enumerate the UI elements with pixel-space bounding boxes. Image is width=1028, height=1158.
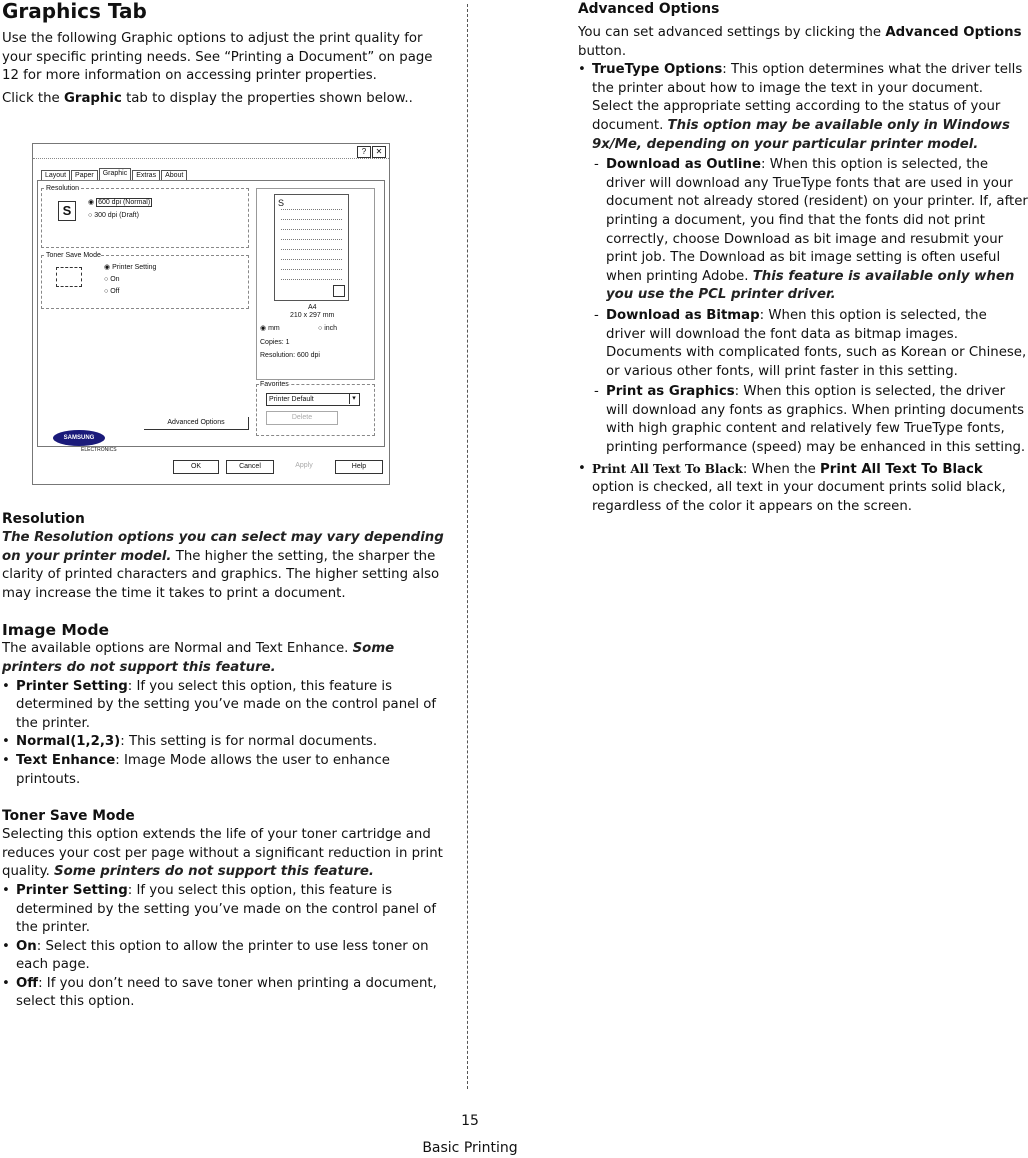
resolution-info: Resolution: 600 dpi <box>260 352 320 359</box>
image-mode-paragraph: The available options are Normal and Text Enhance. Some printers do not support this feature. <box>2 641 395 675</box>
toner-save-list <box>2 882 452 1012</box>
page-title: Graphics Tab <box>2 0 147 23</box>
radio-unit-mm[interactable]: ◉ mm <box>260 325 280 332</box>
preview-letter: S <box>278 198 285 208</box>
list-item: • On: Select this option to allow the printer to use less toner on each page. <box>2 938 452 975</box>
list-item: • Printer Setting: If you select this option, this feature is determined by the setting you’ve made on the control panel of the printer. <box>2 882 452 938</box>
paper-size: A4 <box>308 304 317 311</box>
list-item: - Download as Bitmap: When this option is selected, the driver will download the font data as bitmap images. Documents with complicated fonts, such as Korean or Chinese, or various other fonts, will print faster in this setting. <box>578 307 1028 381</box>
list-item: • TrueType Options: This option determines what the driver tells the printer about how to image the text in your document. Select the appropriate setting according to the status of your document. This option may be available only in Windows 9x/Me, depending on your particular printer model. - Download as Outline: When this option is selected, the driver will download any TrueType fonts that are used in your document not already stored (resident) on your printer. If, after printing a document, you find that the fonts did not print correctly, choose Download as bit image and resubmit your print job. The Download as bit image setting is often useful when printing Adobe. This feature is available only when you use the PCL printer driver. - Download as Bitmap: When this option is selected, the driver will download the font data as bitmap images. Documents with complicated fonts, such as Korean or Chinese, or various other fonts, will print faster in this setting. - Print as Graphics: When this option is selected, the driver will download any fonts as graphics. When printing documents with high graphic content and relatively few TrueType fonts, printing performance (speed) may be enhanced in this setting. <box>578 61 1028 457</box>
help-icon[interactable]: ? <box>357 146 371 158</box>
apply-button[interactable]: Apply <box>295 462 313 469</box>
printer-properties-dialog <box>32 143 390 485</box>
list-item: - Download as Outline: When this option is selected, the driver will download any TrueType fonts that are used in your document not already stored (resident) on your printer. If, after printing a document, you find that the fonts did not print correctly, choose Download as bit image and resubmit your print job. The Download as bit image setting is often useful when printing Adobe. This feature is available only when you use the PCL printer driver. <box>578 156 1028 305</box>
page-number: 15 <box>461 1113 479 1129</box>
samsung-sub: ELECTRONICS <box>81 447 117 453</box>
radio-toner-off[interactable]: ○ Off <box>104 288 120 295</box>
tab-layout[interactable]: Layout <box>41 170 70 181</box>
close-icon[interactable]: ✕ <box>372 146 386 158</box>
advanced-options-button[interactable]: Advanced Options <box>144 417 249 430</box>
column-divider <box>467 4 468 1089</box>
help-button[interactable]: Help <box>335 460 383 474</box>
ok-button[interactable]: OK <box>173 460 219 474</box>
paper-dimensions: 210 x 297 mm <box>290 312 335 319</box>
dialog-titlebar <box>33 144 389 159</box>
printer-preview-icon <box>333 285 345 297</box>
delete-button[interactable]: Delete <box>266 411 338 425</box>
truetype-sublist <box>578 156 1028 458</box>
resolution-paragraph: The Resolution options you can select may vary depending on your printer model. The higher the setting, the sharper the clarity of printed characters and graphics. The higher setting also may increase the time it takes to print a document. <box>2 530 444 601</box>
image-mode-list <box>2 678 452 790</box>
cancel-button[interactable]: Cancel <box>226 460 274 474</box>
list-item: • Off: If you don’t need to save toner when printing a document, select this option. <box>2 975 452 1012</box>
advanced-list <box>578 61 1028 516</box>
copies-info: Copies: 1 <box>260 339 290 346</box>
toner-save-heading: Toner Save Mode <box>2 808 135 825</box>
chevron-down-icon: ▾ <box>349 394 358 404</box>
list-item: - Print as Graphics: When this option is selected, the driver will download any fonts as graphics. When printing documents with high graphic content and relatively few TrueType fonts, printing performance (speed) may be enhanced in this setting. <box>578 383 1028 457</box>
list-item: • Printer Setting: If you select this option, this feature is determined by the setting you’ve made on the control panel of the printer. <box>2 678 452 734</box>
footer-section: Basic Printing <box>422 1140 518 1156</box>
radio-toner-printer-setting[interactable]: ◉ Printer Setting <box>104 264 157 271</box>
right-column <box>578 0 1028 516</box>
radio-toner-on[interactable]: ○ On <box>104 276 120 283</box>
resolution-heading: Resolution <box>2 511 85 527</box>
list-item: • Text Enhance: Image Mode allows the user to enhance printouts. <box>2 752 452 789</box>
toner-cartridge-icon <box>56 267 82 287</box>
image-mode-heading: Image Mode <box>2 621 110 640</box>
intro-graphic-tab: Click the Graphic tab to display the properties shown below.. <box>2 90 413 106</box>
favorites-group <box>256 384 375 436</box>
samsung-logo: SAMSUNG <box>53 430 105 446</box>
advanced-intro: You can set advanced settings by clicking the Advanced Options button. <box>578 25 1022 59</box>
graphic-panel <box>37 180 385 447</box>
advanced-options-heading: Advanced Options <box>578 1 720 17</box>
tab-about[interactable]: About <box>161 170 187 181</box>
tab-graphic[interactable]: Graphic <box>99 168 132 181</box>
toner-group-label: Toner Save Mode <box>46 252 101 259</box>
list-item: • Normal(1,2,3): This setting is for normal documents. <box>2 733 452 752</box>
radio-unit-inch[interactable]: ○ inch <box>318 325 338 332</box>
tab-paper[interactable]: Paper <box>71 170 98 181</box>
favorites-label: Favorites <box>260 381 289 388</box>
page-preview <box>274 194 349 301</box>
left-column <box>2 0 452 108</box>
toner-save-paragraph: Selecting this option extends the life of your toner cartridge and reduces your cost per page without a significant reduction in print quality. Some printers do not support this feature. <box>2 827 443 880</box>
list-item: • Print All Text To Black: When the Print All Text To Black option is checked, all text in your document prints solid black, regardless of the color it appears on the screen. <box>578 460 1028 517</box>
left-column-lower <box>2 510 452 1012</box>
favorites-select[interactable]: Printer Default ▾ <box>266 393 360 406</box>
tab-extras[interactable]: Extras <box>132 170 160 181</box>
resolution-group-label: Resolution <box>46 185 80 192</box>
intro-paragraph: Use the following Graphic options to adjust the print quality for your specific printing needs. See “Printing a Document” on page 12 for more information on accessing printer properties. <box>2 31 433 84</box>
radio-600-dpi[interactable]: ◉ 600 dpi (Normal) <box>88 199 151 206</box>
radio-300-dpi[interactable]: ○ 300 dpi (Draft) <box>88 212 139 219</box>
resolution-icon: S <box>58 201 76 221</box>
